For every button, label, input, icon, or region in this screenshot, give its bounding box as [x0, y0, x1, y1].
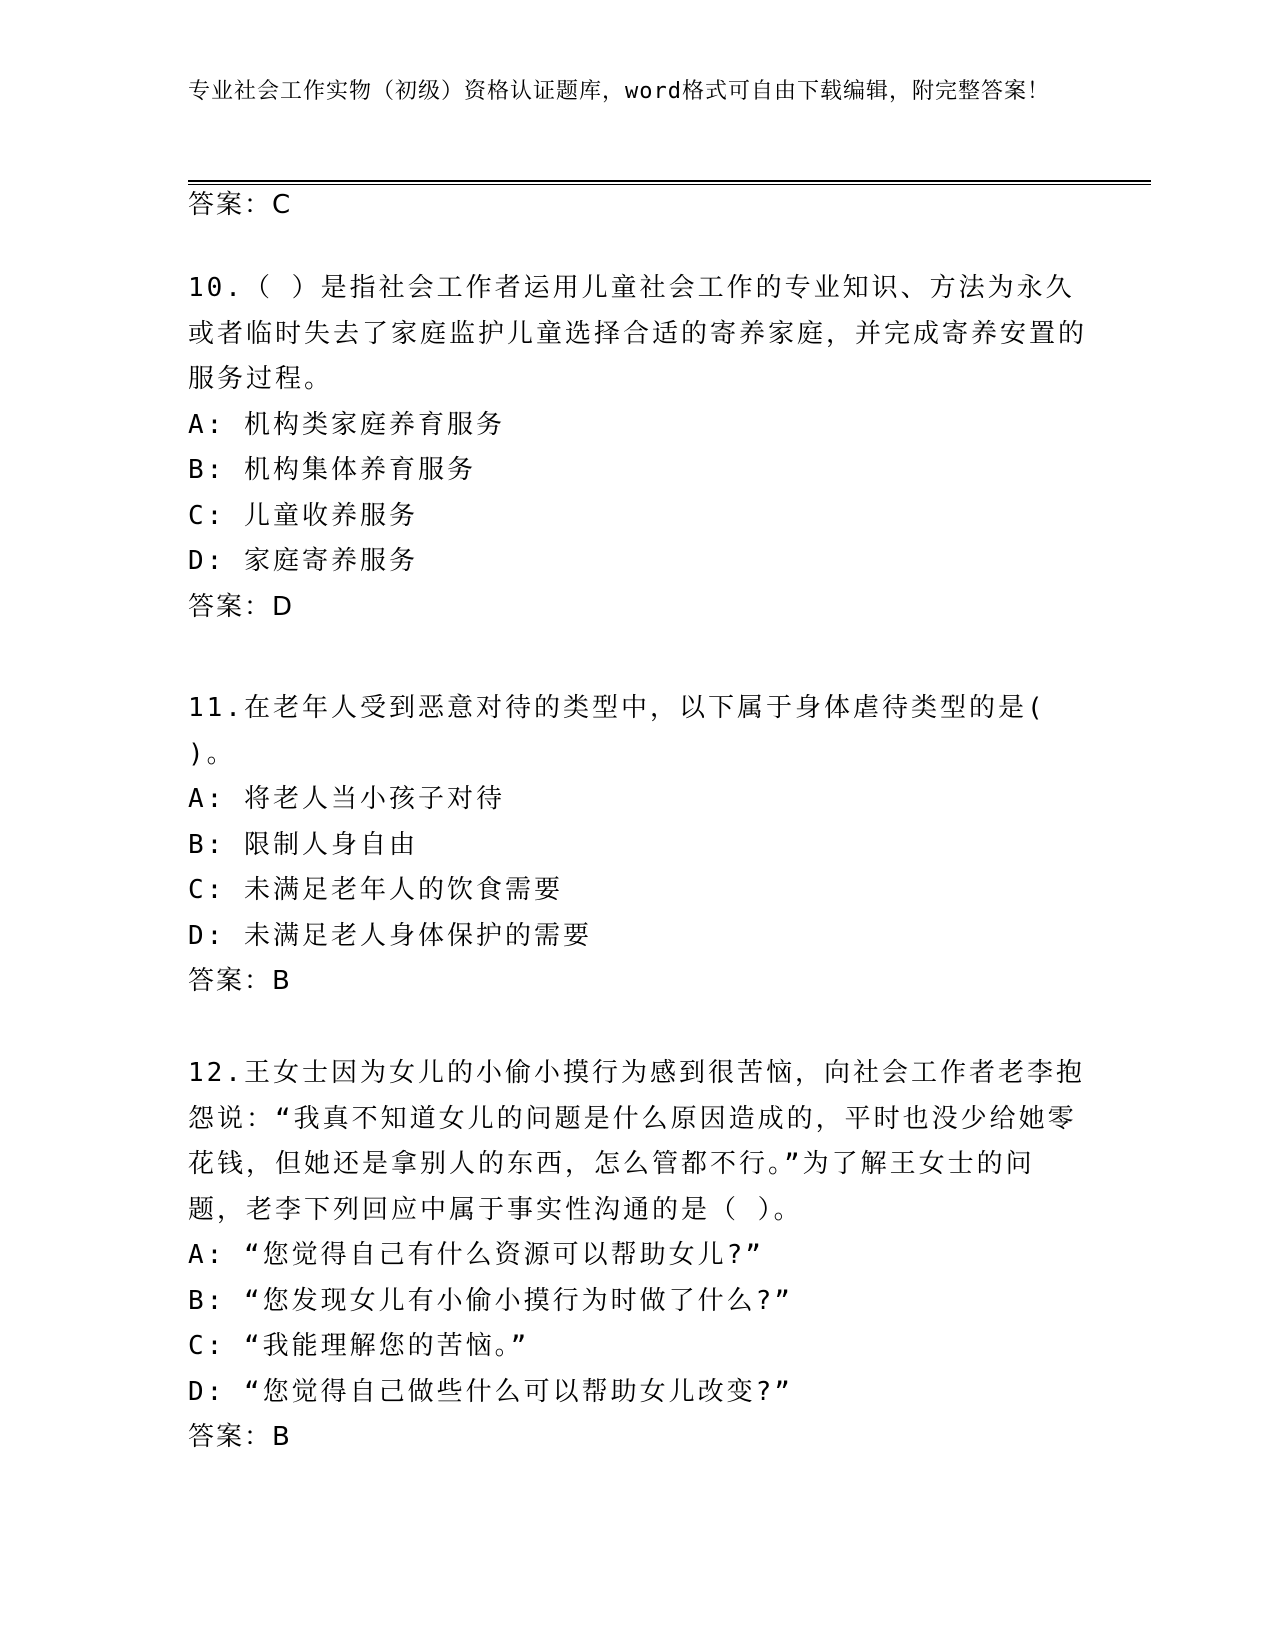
option-c: C: 儿童收养服务: [188, 500, 418, 531]
option-c: C: 未满足老年人的饮食需要: [188, 875, 563, 905]
option-a: A: 机构类家庭养育服务: [188, 409, 505, 440]
question-11: [188, 686, 1088, 1004]
question-stem: 10.（ ）是指社会工作者运用儿童社会工作的专业知识、方法为永久或者临时失去了家庭监护儿童选择合适的寄养家庭，并完成寄养安置的服务过程。: [188, 273, 1088, 394]
question-10: [188, 266, 1088, 630]
question-stem: 11.在老年人受到恶意对待的类型中，以下属于身体虐待类型的是( )。: [188, 693, 1046, 769]
option-d: D: 家庭寄养服务: [188, 546, 418, 576]
answer-label: 答案：B: [188, 1422, 292, 1452]
option-c: C: “我能理解您的苦恼。”: [188, 1331, 530, 1361]
page-header: [188, 76, 1068, 108]
answer-label: 答案：C: [188, 190, 293, 220]
answer-label: 答案：B: [188, 966, 292, 996]
option-a: A: “您觉得自己有什么资源可以帮助女儿?”: [188, 1240, 764, 1270]
option-d: D: “您觉得自己做些什么可以帮助女儿改变?”: [188, 1376, 793, 1407]
option-b: B: 限制人身自由: [188, 829, 418, 860]
answer-label: 答案：D: [188, 591, 295, 622]
question-stem: 12.王女士因为女儿的小偷小摸行为感到很苦恼，向社会工作者老李抱怨说：“我真不知道女儿的问题是什么原因造成的，平时也没少给她零花钱，但她还是拿别人的东西，怎么管都不行。”为了解王女士的问题，老李下列回应中属于事实性沟通的是（ ）。: [188, 1058, 1085, 1225]
header-rule-thick: [188, 180, 1151, 182]
header-text: 专业社会工作实物（初级）资格认证题库，word格式可自由下载编辑，附完整答案！: [188, 79, 1050, 104]
option-a: A: 将老人当小孩子对待: [188, 784, 505, 814]
option-d: D: 未满足老人身体保护的需要: [188, 920, 592, 951]
question-12: [188, 1051, 1088, 1460]
option-b: B: “您发现女儿有小偷小摸行为时做了什么?”: [188, 1285, 793, 1316]
option-b: B: 机构集体养育服务: [188, 455, 476, 485]
previous-answer-block: [188, 183, 1088, 228]
